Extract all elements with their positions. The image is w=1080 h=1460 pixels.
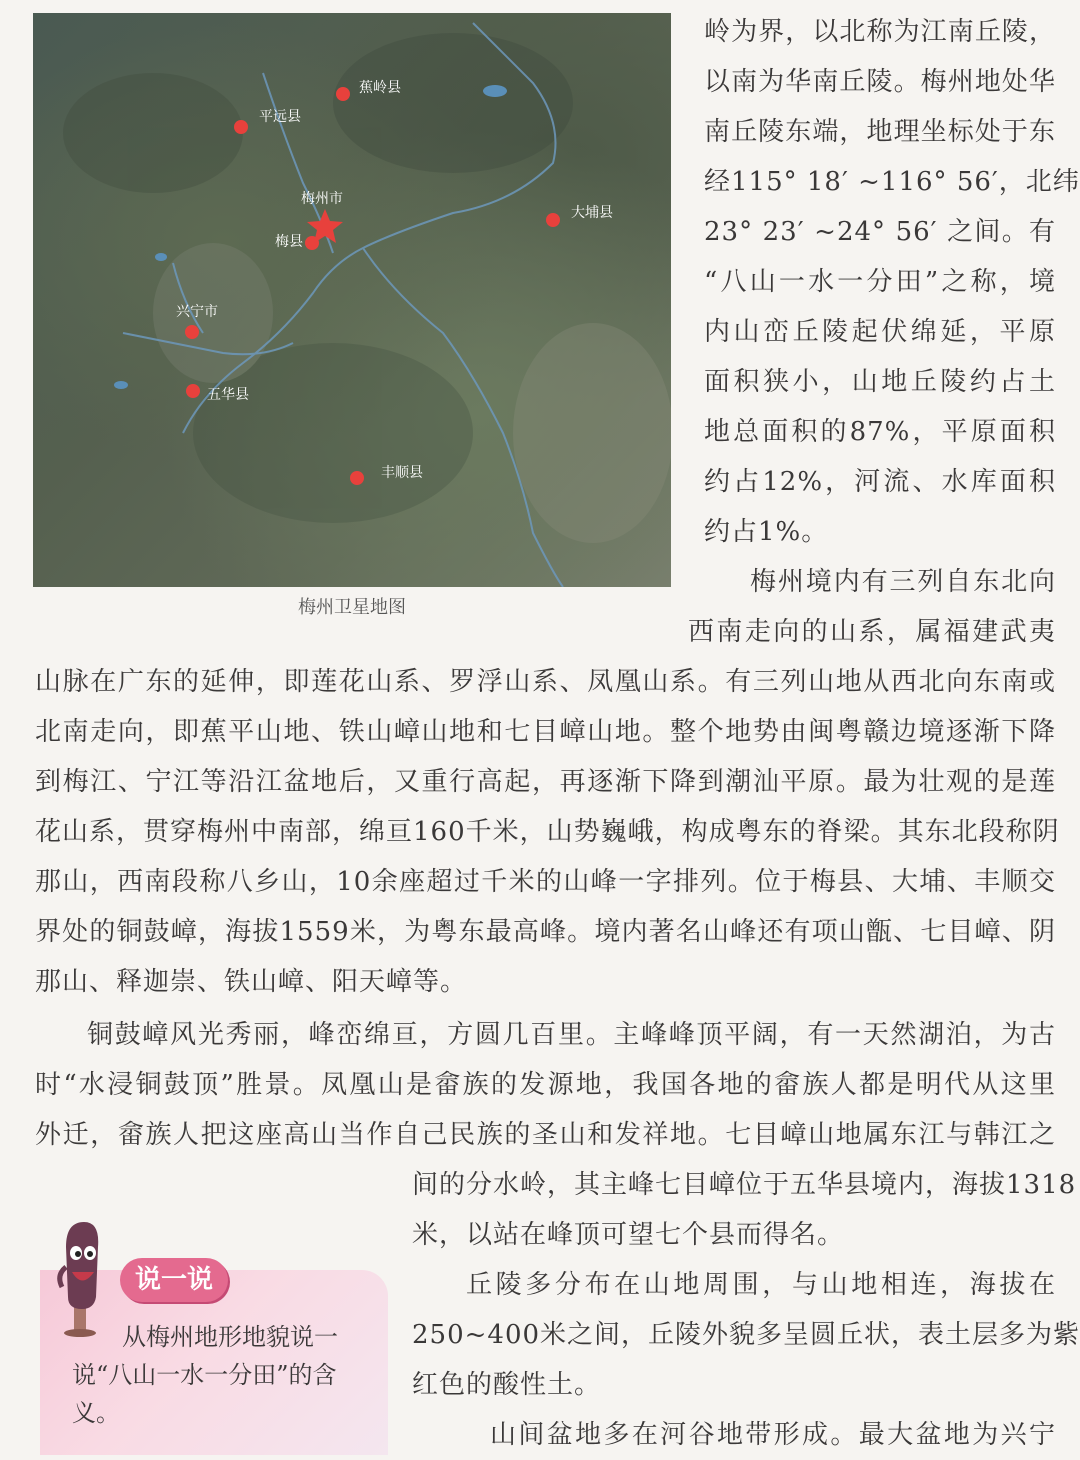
text-line: 以南为华南丘陵。梅州地处华 — [704, 67, 1056, 97]
text-line: “八山一水一分田”之称，境 — [704, 267, 1056, 297]
city-marker-wuhua — [186, 384, 200, 398]
text-line: 经115° 18′ ~116° 56′，北纬 — [704, 167, 1080, 197]
city-label-dapu: 大埔县 — [571, 205, 613, 221]
text-line: 地总面积的87%，平原面积 — [704, 417, 1056, 447]
text-line: 到梅江、宁江等沿江盆地后，又重行高起，再逐渐下降到潮汕平原。最为壮观的是莲 — [35, 767, 1056, 797]
text-line: 南丘陵东端，地理坐标处于东 — [704, 117, 1056, 147]
text-line: 铜鼓嶂风光秀丽，峰峦绵亘，方圆几百里。主峰峰顶平阔，有一天然湖泊，为古 — [87, 1020, 1056, 1050]
text-line: 米，以站在峰顶可望七个县而得名。 — [412, 1220, 845, 1250]
city-label-meizhou: 梅州市 — [301, 191, 343, 207]
text-line: 丘陵多分布在山地周围，与山地相连，海拔在 — [466, 1270, 1056, 1300]
city-marker-fengshun — [350, 471, 364, 485]
text-line: 内山峦丘陵起伏绵延，平原 — [704, 317, 1056, 347]
city-label-jiaoling: 蕉岭县 — [359, 80, 401, 96]
text-line: 北南走向，即蕉平山地、铁山嶂山地和七目嶂山地。整个地势由闽粤赣边境逐渐下降 — [35, 717, 1056, 747]
text-line: 时“水浸铜鼓顶”胜景。凤凰山是畲族的发源地，我国各地的畲族人都是明代从这里 — [35, 1070, 1056, 1100]
city-label-wuhua: 五华县 — [207, 387, 249, 403]
text-line: 间的分水岭，其主峰七目嶂位于五华县境内，海拔1318 — [412, 1170, 1077, 1200]
text-line: 西南走向的山系，属福建武夷 — [688, 617, 1056, 647]
map-graphic — [33, 13, 671, 587]
city-label-fengshun: 丰顺县 — [381, 465, 423, 481]
text-line: 岭为界，以北称为江南丘陵， — [704, 17, 1056, 47]
text-line: 界处的铜鼓嶂，海拔1559米，为粤东最高峰。境内著名山峰还有项山甑、七目嶂、阴 — [35, 917, 1056, 947]
city-marker-pingyuan — [234, 120, 248, 134]
city-label-pingyuan: 平远县 — [259, 109, 301, 125]
satellite-map — [33, 13, 671, 587]
city-marker-dapu — [546, 213, 560, 227]
text-line: 花山系，贯穿梅州中南部，绵亘160千米，山势巍峨，构成粤东的脊梁。其东北段称阴 — [35, 817, 1060, 847]
text-line: 约占1%。 — [704, 517, 829, 547]
text-line: 红色的酸性土。 — [412, 1370, 602, 1400]
map-caption: 梅州卫星地图 — [298, 597, 406, 618]
city-label-xingning: 兴宁市 — [176, 304, 218, 320]
text-line: 约占12%，河流、水库面积 — [704, 467, 1056, 497]
city-marker-xingning — [185, 325, 199, 339]
city-marker-jiaoling — [336, 87, 350, 101]
text-line: 面积狭小，山地丘陵约占土 — [704, 367, 1056, 397]
text-line: 山脉在广东的延伸，即莲花山系、罗浮山系、凤凰山系。有三列山地从西北向东南或 — [35, 667, 1056, 697]
city-label-meixian: 梅县 — [275, 234, 303, 250]
discussion-title: 说一说 — [120, 1258, 228, 1302]
microphone-mascot-icon — [54, 1217, 114, 1337]
discussion-text-line: 说“八山一水一分田”的含 — [72, 1361, 337, 1389]
text-line: 山间盆地多在河谷地带形成。最大盆地为兴宁 — [490, 1420, 1056, 1450]
text-line: 250~400米之间，丘陵外貌多呈圆丘状，表土层多为紫 — [412, 1320, 1080, 1350]
text-line: 那山，西南段称八乡山，10余座超过千米的山峰一字排列。位于梅县、大埔、丰顺交 — [35, 867, 1056, 897]
text-line: 那山、释迦崇、铁山嶂、阳天嶂等。 — [35, 967, 468, 997]
discussion-text-line: 从梅州地形地貌说一 — [122, 1323, 338, 1351]
text-line: 23° 23′ ~24° 56′ 之间。有 — [704, 217, 1056, 247]
discussion-text-line: 义。 — [72, 1399, 120, 1427]
text-line: 外迁，畲族人把这座高山当作自己民族的圣山和发祥地。七目嶂山地属东江与韩江之 — [35, 1120, 1056, 1150]
text-line: 梅州境内有三列自东北向 — [750, 567, 1056, 597]
